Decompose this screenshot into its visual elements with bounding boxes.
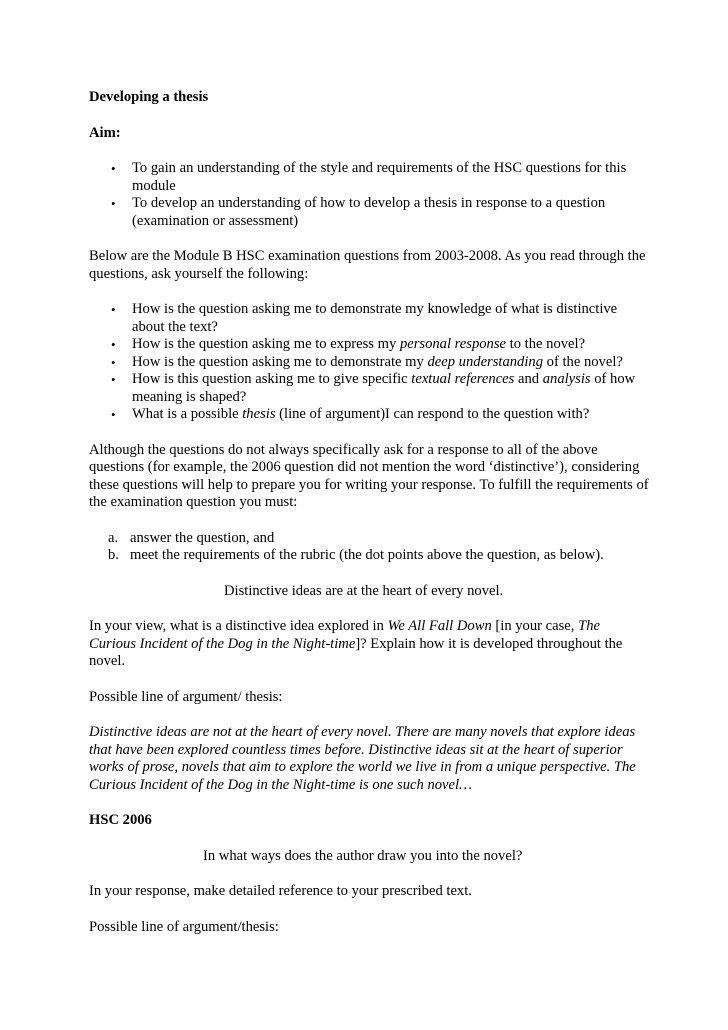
requirements-list [89,530,649,565]
question-text: and [514,371,543,387]
emphasis-text: textual references [411,371,515,387]
emphasis-text: analysis [542,371,591,387]
emphasis-text: thesis [242,406,276,422]
aim-label: Aim: [89,124,121,141]
list-marker: b. [108,547,119,563]
line-of-argument-label: Possible line of argument/ thesis: [89,688,283,705]
question-text: to the novel? [506,336,586,352]
question-text: of how meaning is shaped? [132,371,636,405]
view-question-text: [in your case, [491,618,579,634]
although-paragraph: Although the questions do not always specifically ask for a response to all of the above questions (for example, the 2006 question did not mention the word ‘distinctive’), considering these questions will help to prepare you for writing your response. To fulfill the requirements of the examination question you must: [89,441,649,510]
novel-title: We All Fall Down [387,618,492,634]
novel-title: The Curious Incident of the Dog in the Night-time [89,618,600,652]
response-instruction: In your response, make detailed reference to your prescribed text. [89,883,472,899]
list-marker: a. [108,529,119,546]
emphasis-text: deep understanding [427,353,544,370]
aim-item: • To develop an understanding of how to develop a thesis in response to a question (examination or assessment) [89,195,649,230]
question-item [89,301,649,336]
emphasis-text: personal response [399,336,507,352]
aims-list [89,160,649,230]
question-item [89,406,649,424]
question-text: How is the question asking me to demonstrate my [132,353,428,370]
line-of-argument-label: Possible line of argument/thesis: [89,918,279,935]
question-item [89,336,649,354]
question-text: What is a possible [132,406,243,422]
requirement-text: answer the question, and [130,529,275,546]
exam-statement: In what ways does the author draw you into the novel? [203,847,523,864]
document-page [89,89,649,936]
question-item [89,371,649,406]
requirement-text: meet the requirements of the rubric (the dot points above the question, as below). [130,547,604,563]
question-text: How is this question asking me to give specific [132,371,412,387]
view-question [89,618,649,671]
intro-paragraph: Below are the Module B HSC examination questions from 2003-2008. As you read through the questions, ask yourself the following: [89,248,646,282]
section-heading: HSC 2006 [89,812,152,828]
exam-statement: Distinctive ideas are at the heart of every novel. [224,582,504,599]
question-text: of the novel? [543,353,623,370]
question-text: (line of argument)I can respond to the question with? [275,406,590,422]
questions-list [89,301,649,424]
question-item [89,354,649,372]
view-question-text: ]? Explain how it is developed throughout the novel. [89,635,623,669]
requirement-item [89,530,649,548]
thesis-paragraph: Distinctive ideas are not at the heart of every novel. There are many novels that explore ideas that have been explored countless times before. Distinctive ideas sit at the heart of superior works of prose, novels that aim to explore the world we live in from a unique perspective. The Curious Incident of the Dog in the Night-time is one such novel… [89,724,636,793]
aim-item: • To gain an understanding of the style and requirements of the HSC questions for this module [89,160,649,195]
document-title: Developing a thesis [89,89,209,105]
question-text: How is the question asking me to express my [132,336,400,352]
view-question-text: In your view, what is a distinctive idea explored in [89,618,388,634]
question-text: How is the question asking me to demonstrate my knowledge of what is distinctive about the text? [132,301,618,335]
requirement-item [89,547,649,565]
